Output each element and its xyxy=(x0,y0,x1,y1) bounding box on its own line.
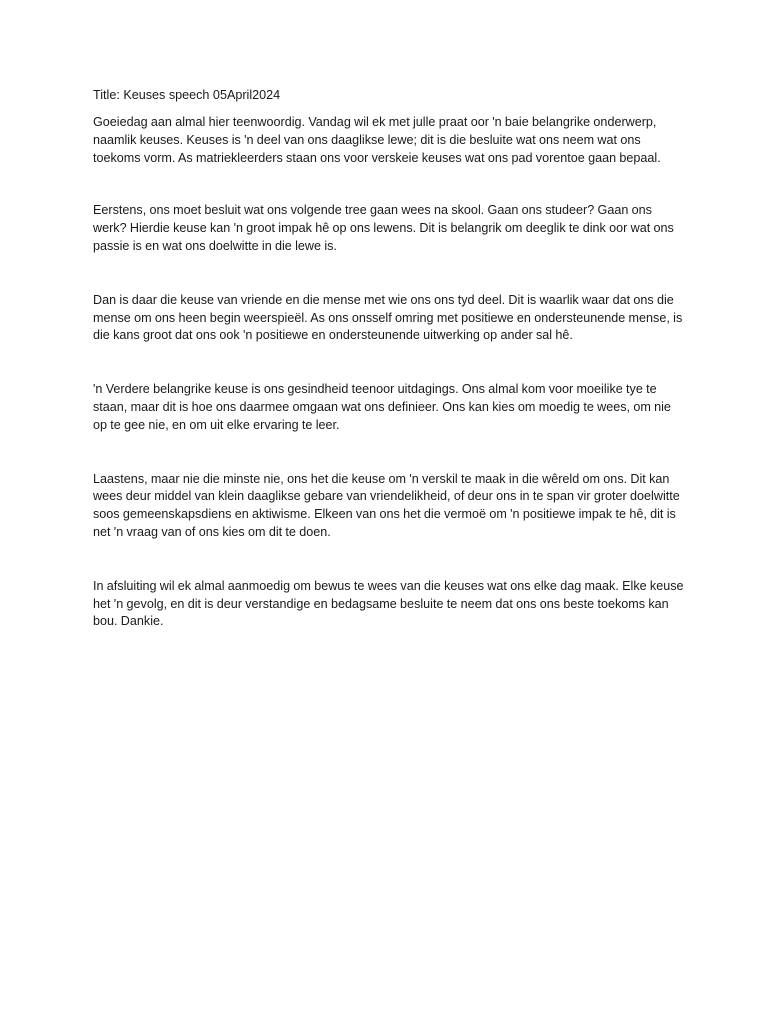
paragraph-introduction: Goeiedag aan almal hier teenwoordig. Vandag wil ek met julle praat oor 'n baie belangrike onderwerp, naamlik keuses. Keuses is 'n deel van ons daaglikse lewe; dit is die besluite wat ons neem wat ons toekoms vorm. As matriekleerders staan ons voor verskeie keuses wat ons pad vorentoe gaan bepaal. xyxy=(93,115,661,165)
paragraph-conclusion: In afsluiting wil ek almal aanmoedig om bewus te wees van die keuses wat ons elke dag maak. Elke keuse het 'n gevolg, en dit is deur verstandige en bedagsame besluite te neem dat ons ons beste toekoms kan bou. Dankie. xyxy=(93,578,684,629)
paragraph-next-step: Eerstens, ons moet besluit wat ons volgende tree gaan wees na skool. Gaan ons studeer? Gaan ons werk? Hierdie keuse kan 'n groot impak hê op ons lewens. Dit is belangrik om deeglik te dink oor wat ons passie is en wat ons doelwitte in die lewe is. xyxy=(93,203,674,253)
paragraph-friends: Dan is daar die keuse van vriende en die mense met wie ons ons tyd deel. Dit is waarlik waar dat ons die mense om ons heen begin weerspieël. As ons onsself omring met positiewe en ondersteunende mense, is die kans groot dat ons ook 'n positiewe en ondersteunende uitwerking op ander sal hê. xyxy=(93,292,683,343)
document-page xyxy=(93,86,685,631)
document-title: Title: Keuses speech 05April2024 xyxy=(93,88,281,102)
paragraph-challenges: 'n Verdere belangrike keuse is ons gesindheid teenoor uitdagings. Ons almal kom voor moeilike tye te staan, maar dit is hoe ons daarmee omgaan wat ons definieer. Ons kan kies om moedig te wees, om nie op te gee nie, en om uit elke ervaring te leer. xyxy=(93,382,671,432)
paragraph-make-difference: Laastens, maar nie die minste nie, ons het die keuse om 'n verskil te maak in die wêreld om ons. Dit kan wees deur middel van klein daaglikse gebare van vriendelikheid, of deur ons in te span vir groter doelwitte soos gemeenskapsdiens en aktiwisme. Elkeen van ons het die vermoë om 'n positiewe impak te hê, dit is net 'n vraag van of ons kies om dit te doen. xyxy=(93,471,680,539)
